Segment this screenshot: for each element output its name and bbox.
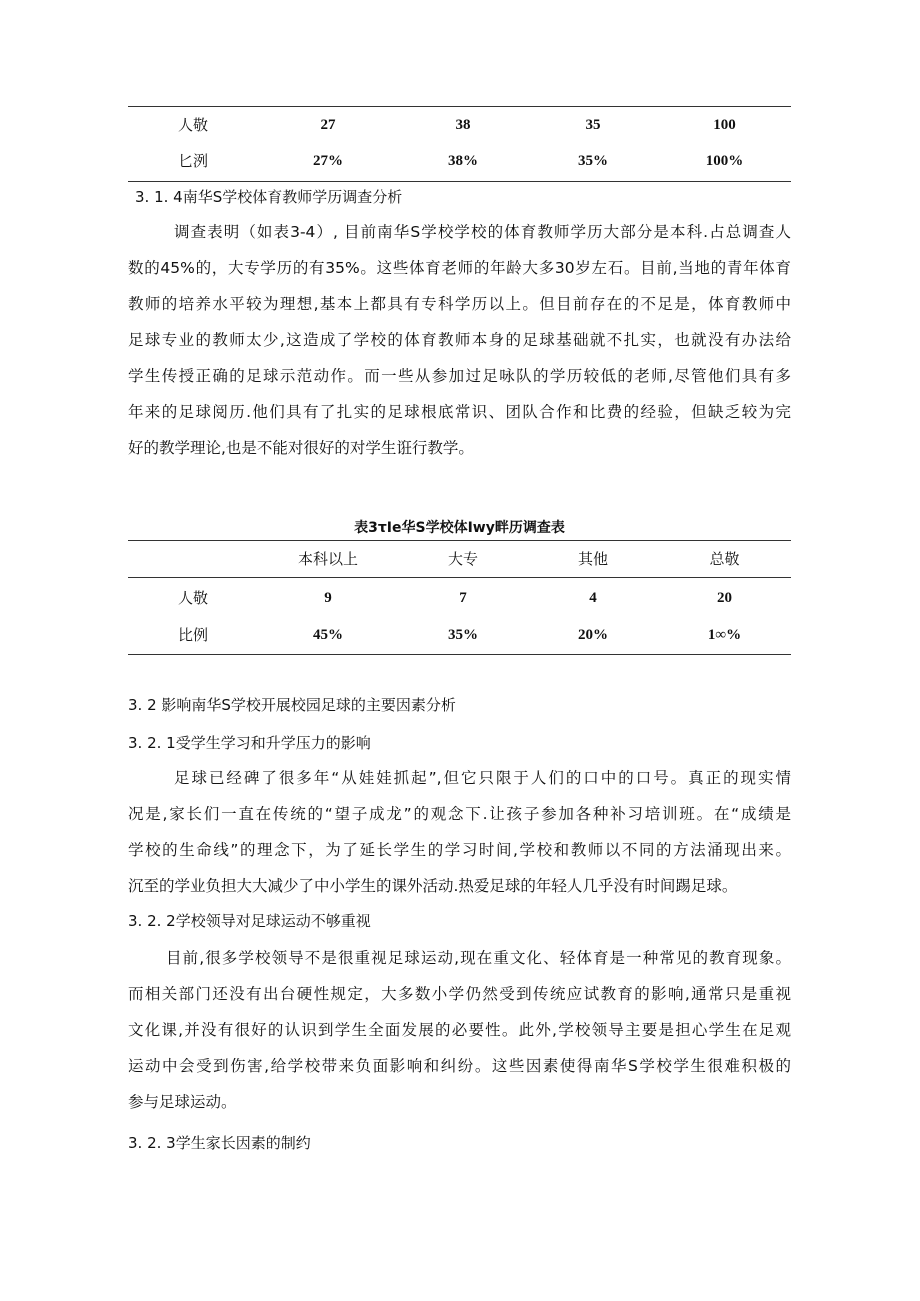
table-top-rule bbox=[128, 106, 791, 107]
paragraph-line: 好的教学理论,也是不能对很好的对学生诳行教学。 bbox=[128, 439, 474, 457]
paragraph-line: 学校的生命线”的理念下，为了延长学生的学习时间,学校和教师以不同的方法涌现出来。 bbox=[128, 841, 791, 859]
paragraph-line: 年来的足球阅历.他们具有了扎实的足球根底常识、团队合作和比费的经验，但缺乏较为完 bbox=[128, 403, 791, 421]
table-row bbox=[128, 583, 791, 613]
column-header: 其他 bbox=[577, 550, 608, 568]
table-row bbox=[128, 620, 791, 650]
table-row bbox=[128, 110, 791, 140]
paragraph bbox=[128, 940, 791, 1120]
paragraph-line: 足球专业的教师太少,这造成了学校的体育教师本身的足球基础就不扎实，也就没有办法给 bbox=[128, 331, 791, 349]
table-header-row bbox=[128, 544, 791, 574]
table-cell: 20 bbox=[717, 590, 732, 606]
table-row bbox=[128, 146, 791, 176]
table-cell: 7 bbox=[459, 590, 467, 606]
table-header-rule bbox=[128, 577, 791, 578]
section-heading: 3. 2. 1受学生学习和升学压力的影响 bbox=[128, 734, 371, 752]
paragraph-line: 数的45%的，大专学历的有35%。这些体育老师的年龄大多30岁左石。目前,当地的青年体育 bbox=[128, 259, 791, 277]
column-header: 大专 bbox=[447, 550, 478, 568]
table-cell: 35% bbox=[578, 153, 608, 169]
table-cell: 27% bbox=[313, 153, 343, 169]
table-cell: 100% bbox=[705, 153, 744, 169]
row-label: 人敬 bbox=[177, 116, 208, 134]
paragraph-line: 学生传授正确的足球示范动作。而一些从参加过足咏队的学历较低的老师,尽管他们具有多 bbox=[128, 367, 791, 385]
paragraph-line: 调查表明（如表3-4）, 目前南华S学校学校的体育教师学历大部分是本科.占总调查人 bbox=[174, 223, 791, 241]
table-cell: 100 bbox=[713, 117, 736, 133]
paragraph bbox=[128, 760, 791, 904]
table-caption: 表3τIe华S学校体Iwy畔历调查表 bbox=[354, 520, 565, 536]
table-cell: 4 bbox=[589, 590, 597, 606]
table-cell: 35% bbox=[448, 627, 478, 643]
paragraph-line: 目前,很多学校领导不是很重视足球运动,现在重文化、轻体育是一种常见的教育现象。 bbox=[166, 949, 791, 967]
column-header: 本科以上 bbox=[297, 550, 358, 568]
paragraph-line: 教师的培养水平较为理想,基本上都具有专科学历以上。但目前存在的不足是，体育教师中 bbox=[128, 295, 791, 313]
paragraph-line: 而相关部门还没有出台硬性规定，大多数小学仍然受到传统应试教育的影响,通常只是重视 bbox=[128, 985, 791, 1003]
section-heading: 3. 2. 2学校领导对足球运动不够重视 bbox=[128, 912, 371, 930]
table-top-rule bbox=[128, 540, 791, 541]
row-label: 人敬 bbox=[177, 589, 208, 607]
column-header: 总敬 bbox=[709, 550, 740, 568]
row-label: 匕洌 bbox=[177, 152, 208, 170]
paragraph-line: 参与足球运动。 bbox=[128, 1093, 237, 1111]
paragraph-line: 况是,家长们一直在传统的“望子成龙”的观念下.让孩子参加各种补习培训班。在“成绩是 bbox=[128, 805, 791, 823]
section-heading: 3. 1. 4南华S学校体育教师学历调查分析 bbox=[135, 188, 403, 206]
table-cell: 20% bbox=[578, 627, 608, 643]
paragraph bbox=[128, 214, 791, 466]
row-label: 比例 bbox=[177, 626, 208, 644]
section-heading: 3. 2 影响南华S学校开展校园足球的主要因素分析 bbox=[128, 696, 456, 714]
table-bottom-rule bbox=[128, 181, 791, 182]
paragraph-line: 运动中会受到伤害,给学校带来负面影响和纠纷。这些因素使得南华S学校学生很难积极的 bbox=[128, 1057, 791, 1075]
section-heading: 3. 2. 3学生家长因素的制约 bbox=[128, 1134, 311, 1152]
table-cell: 35 bbox=[585, 117, 601, 133]
table-cell: 38 bbox=[455, 117, 471, 133]
table-cell: 1∞% bbox=[707, 627, 742, 643]
paragraph-line: 沉至的学业负担大大减少了中小学生的课外活动.热爱足球的年轻人几乎没有时间踢足球。 bbox=[128, 877, 738, 895]
table-bottom-rule bbox=[128, 654, 791, 655]
table-cell: 9 bbox=[324, 590, 332, 606]
paragraph-line: 足球已经碑了很多年“从娃娃抓起”,但它只限于人们的口中的口号。真正的现实情 bbox=[174, 769, 791, 787]
column-header bbox=[128, 544, 258, 574]
paragraph-line: 文化课,并没有很好的认识到学生全面发展的必要性。此外,学校领导主要是担心学生在足观 bbox=[128, 1021, 791, 1039]
table-cell: 45% bbox=[313, 627, 343, 643]
table-cell: 27 bbox=[320, 117, 336, 133]
table-cell: 38% bbox=[448, 153, 478, 169]
